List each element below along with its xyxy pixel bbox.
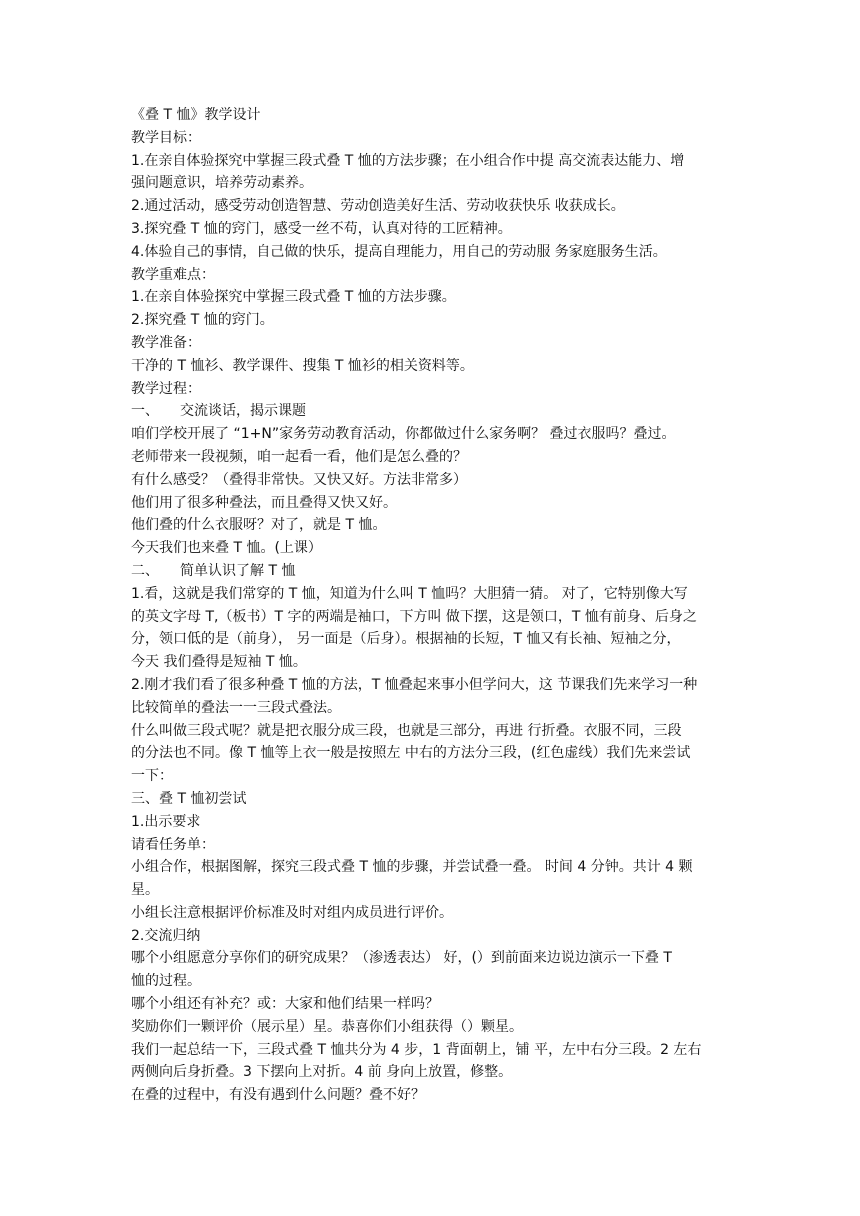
text-line: 哪个小组还有补充？或：大家和他们结果一样吗？ bbox=[131, 996, 439, 1013]
text-line: 1.看，这就是我们常穿的 T 恤，知道为什么叫 T 恤吗？大胆猜一猜。 对了，它特别像大写 bbox=[131, 585, 688, 602]
subsection-heading-3: 三、叠 T 恤初尝试 bbox=[131, 790, 247, 807]
text-line: 一下： bbox=[131, 768, 173, 785]
text-line: 3.探究叠 T 恤的窍门，感受一丝不苟，认真对待的工匠精神。 bbox=[131, 220, 512, 237]
text-line: 请看任务单： bbox=[131, 836, 215, 853]
section-heading-objectives: 教学目标： bbox=[131, 129, 201, 146]
text-line: 两侧向后身折叠。3 下摆向上对折。4 前 身向上放置，修整。 bbox=[131, 1064, 513, 1081]
section-heading-preparation: 教学准备： bbox=[131, 334, 201, 351]
text-line: 小组长注意根据评价标准及时对组内成员进行评价。 bbox=[131, 904, 453, 921]
document-title: 《叠 T 恤》教学设计 bbox=[131, 107, 261, 123]
text-line: 1.在亲自体验探究中掌握三段式叠 T 恤的方法步骤；在小组合作中提 高交流表达能力、增 bbox=[131, 152, 685, 169]
text-line: 咱们学校开展了 “1+N”家务劳动教育活动，你都做过什么家务啊？ 叠过衣服吗？叠过。 bbox=[131, 426, 676, 443]
text-line: 的英文字母 T,（板书）T 字的两端是袖口，下方叫 做下摆，这是领口，T 恤有前身、后身之 bbox=[131, 608, 697, 625]
text-line: 2.刚才我们看了很多种叠 T 恤的方法，T 恤叠起来事小但学问大，这 节课我们先来学习一种 bbox=[131, 676, 698, 693]
text-line: 今天 我们叠得是短袖 T 恤。 bbox=[131, 654, 307, 671]
text-line: 哪个小组愿意分享你们的研究成果？（渗透表达） 好，(）到前面来边说边演示一下叠 T bbox=[131, 950, 672, 967]
text-line: 2.探究叠 T 恤的窍门。 bbox=[131, 312, 274, 329]
text-line: 比较简单的叠法一一三段式叠法。 bbox=[131, 699, 341, 716]
text-line: 强问题意识，培养劳动素养。 bbox=[131, 175, 313, 192]
text-line: 什么叫做三段式呢？就是把衣服分成三段，也就是三部分，再进 行折叠。衣服不同，三段 bbox=[131, 722, 682, 739]
text-line: 2.交流归纳 bbox=[131, 927, 201, 944]
section-heading-process: 教学过程： bbox=[131, 380, 201, 397]
subsection-heading-1: 一、 交流谈话，揭示课题 bbox=[131, 403, 306, 420]
text-line: 有什么感受？（叠得非常快。又快又好。方法非常多） bbox=[131, 471, 467, 488]
text-line: 分，领口低的是（前身）， 另一面是（后身）。根据袖的长短，T 恤又有长袖、短袖之分， bbox=[131, 631, 681, 648]
text-line: 4.体验自己的事情，自己做的快乐，提高自理能力，用自己的劳动服 务家庭服务生活。 bbox=[131, 243, 667, 260]
text-line: 今天我们也来叠 T 恤。(上课） bbox=[131, 540, 322, 557]
text-line: 1.在亲自体验探究中掌握三段式叠 T 恤的方法步骤。 bbox=[131, 289, 456, 306]
text-line: 奖励你们一颗评价（展示星）星。恭喜你们小组获得（）颗星。 bbox=[131, 1018, 523, 1035]
section-heading-key-points: 教学重难点： bbox=[131, 266, 215, 283]
subsection-heading-2: 二、 简单认识了解 T 恤 bbox=[131, 562, 296, 579]
document-page bbox=[131, 104, 731, 1107]
text-line: 在叠的过程中，有没有遇到什么问题？叠不好？ bbox=[131, 1087, 425, 1104]
text-line: 2.通过活动，感受劳动创造智慧、劳动创造美好生活、劳动收获快乐 收获成长。 bbox=[131, 198, 625, 215]
text-line: 干净的 T 恤衫、教学课件、搜集 T 恤衫的相关资料等。 bbox=[131, 357, 474, 374]
text-line: 老师带来一段视频，咱一起看一看，他们是怎么叠的？ bbox=[131, 448, 467, 465]
text-line: 的分法也不同。像 T 恤等上衣一般是按照左 中右的方法分三段，(红色虚线）我们先来尝试 bbox=[131, 745, 691, 762]
text-line: 他们用了很多种叠法，而且叠得又快又好。 bbox=[131, 494, 397, 511]
text-line: 他们叠的什么衣服呀？对了，就是 T 恤。 bbox=[131, 517, 387, 534]
text-line: 1.出示要求 bbox=[131, 813, 201, 830]
text-line: 恤的过程。 bbox=[131, 973, 201, 990]
text-line: 小组合作，根据图解，探究三段式叠 T 恤的步骤，并尝试叠一叠。 时间 4 分钟。共计 4 颗 bbox=[131, 859, 693, 876]
text-line: 星。 bbox=[131, 882, 159, 899]
text-line: 我们一起总结一下，三段式叠 T 恤共分为 4 步，1 背面朝上，铺 平，左中右分三段。2 左右 bbox=[131, 1041, 702, 1058]
